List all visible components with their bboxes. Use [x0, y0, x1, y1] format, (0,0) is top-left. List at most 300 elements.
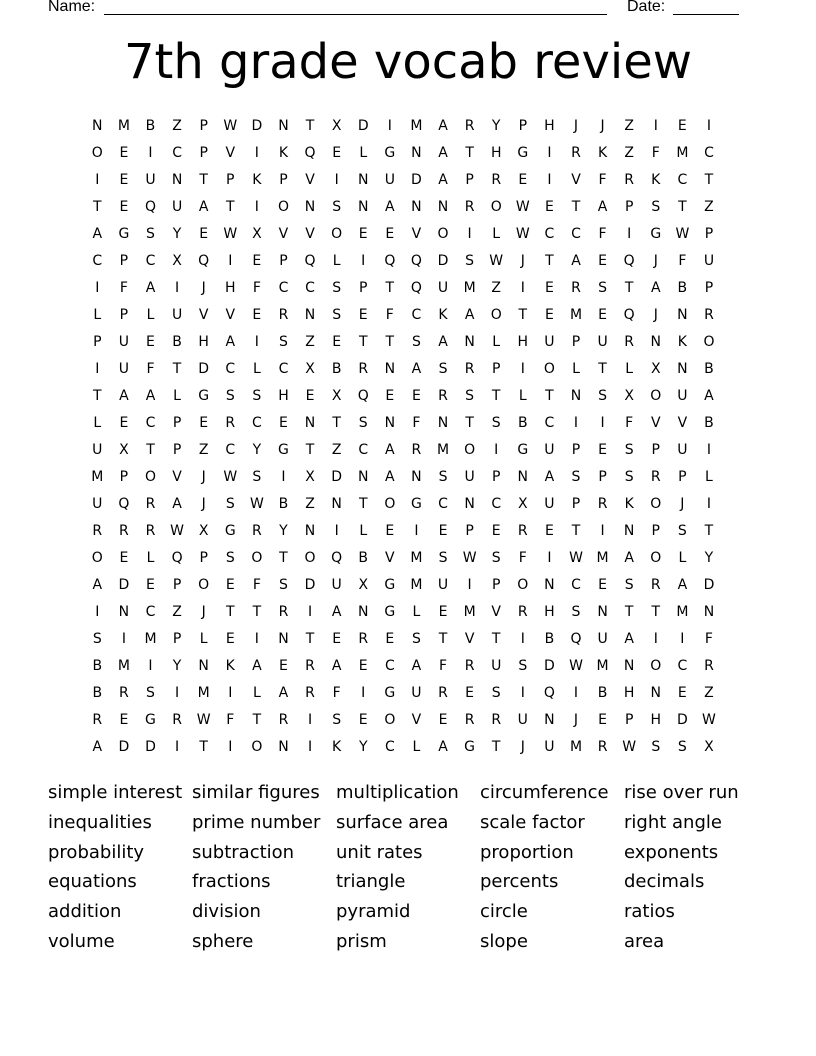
- grid-letter: O: [437, 225, 449, 242]
- grid-letter: B: [331, 360, 342, 377]
- grid-letter: O: [464, 441, 476, 458]
- grid-letter: J: [520, 738, 525, 755]
- grid-letter: W: [622, 738, 637, 755]
- grid-letter: U: [411, 684, 422, 701]
- grid-letter: B: [92, 657, 103, 674]
- grid-letter: W: [515, 198, 530, 215]
- grid-letter: R: [411, 441, 422, 458]
- grid-letter: T: [358, 333, 368, 350]
- grid-letter: A: [438, 144, 448, 161]
- grid-letter: N: [411, 468, 422, 485]
- grid-letter: E: [199, 225, 209, 242]
- grid-letter: P: [172, 414, 182, 431]
- grid-letter: S: [146, 684, 155, 701]
- grid-letter: I: [387, 117, 392, 134]
- grid-letter: I: [600, 522, 605, 539]
- grid-letter: X: [331, 387, 342, 404]
- grid-letter: Y: [279, 522, 288, 539]
- grid-letter: R: [624, 171, 635, 188]
- grid-letter: O: [277, 198, 289, 215]
- grid-letter: W: [223, 468, 238, 485]
- grid-letter: A: [704, 387, 714, 404]
- grid-letter: P: [279, 252, 288, 269]
- grid-letter: E: [225, 576, 235, 593]
- grid-letter: A: [438, 171, 448, 188]
- grid-letter: E: [119, 198, 129, 215]
- word-bank-item: decimals: [624, 871, 705, 893]
- grid-letter: A: [544, 468, 555, 485]
- grid-letter: U: [597, 630, 608, 647]
- grid-letter: H: [198, 333, 209, 350]
- grid-letter: A: [385, 198, 395, 215]
- grid-letter: U: [677, 387, 688, 404]
- grid-letter: R: [597, 738, 608, 755]
- grid-letter: W: [462, 549, 477, 566]
- grid-letter: T: [624, 279, 634, 296]
- grid-letter: Z: [491, 279, 501, 296]
- grid-letter: S: [677, 738, 687, 755]
- grid-letter: R: [624, 333, 635, 350]
- grid-letter: G: [384, 144, 396, 161]
- grid-letter: O: [384, 495, 396, 512]
- grid-letter: N: [623, 522, 635, 539]
- grid-letter: I: [547, 549, 552, 566]
- grid-letter: H: [225, 279, 236, 296]
- grid-letter: U: [464, 468, 475, 485]
- grid-letter: L: [492, 225, 501, 242]
- grid-letter: U: [92, 495, 103, 512]
- grid-letter: T: [93, 198, 102, 215]
- grid-letter: L: [492, 333, 501, 350]
- grid-letter: I: [467, 225, 472, 242]
- grid-letter: Q: [623, 306, 635, 323]
- grid-letter: I: [361, 684, 366, 701]
- grid-letter: I: [520, 360, 525, 377]
- grid-letter: I: [494, 441, 499, 458]
- grid-letter: I: [175, 684, 180, 701]
- grid-letter: C: [305, 279, 315, 296]
- grid-letter: I: [361, 252, 366, 269]
- grid-letter: X: [252, 225, 262, 242]
- grid-letter: G: [650, 225, 662, 242]
- grid-letter: L: [252, 360, 261, 377]
- grid-letter: P: [518, 117, 528, 134]
- grid-letter: F: [625, 414, 634, 431]
- grid-letter: T: [305, 117, 315, 134]
- grid-letter: P: [598, 468, 607, 485]
- grid-letter: T: [571, 198, 581, 215]
- grid-letter: V: [225, 144, 236, 161]
- grid-letter: M: [144, 630, 157, 647]
- grid-letter: S: [146, 225, 155, 242]
- grid-letter: J: [680, 495, 685, 512]
- grid-letter: U: [517, 711, 528, 728]
- grid-letter: G: [278, 441, 289, 458]
- grid-letter: S: [279, 333, 288, 350]
- grid-letter: X: [704, 738, 714, 755]
- grid-letter: R: [597, 495, 608, 512]
- grid-letter: E: [252, 306, 262, 323]
- grid-letter: Q: [543, 684, 555, 701]
- grid-letter: D: [676, 711, 688, 728]
- grid-letter: L: [359, 144, 368, 161]
- grid-row: [84, 247, 722, 274]
- grid-letter: P: [624, 198, 634, 215]
- grid-letter: X: [305, 360, 315, 377]
- grid-letter: J: [520, 252, 525, 269]
- grid-letter: U: [677, 441, 688, 458]
- grid-letter: S: [332, 306, 342, 323]
- word-bank-item: circumference: [480, 782, 609, 803]
- grid-letter: M: [596, 549, 609, 566]
- grid-letter: A: [198, 198, 209, 215]
- grid-letter: R: [491, 171, 502, 188]
- grid-letter: E: [305, 387, 315, 404]
- grid-letter: E: [411, 387, 421, 404]
- grid-letter: T: [252, 603, 262, 620]
- grid-letter: C: [92, 252, 103, 269]
- word-bank-item: volume: [48, 930, 115, 952]
- grid-letter: P: [465, 171, 474, 188]
- grid-letter: W: [223, 225, 238, 242]
- grid-letter: M: [569, 306, 583, 323]
- grid-letter: P: [119, 252, 129, 269]
- word-bank-item: similar figures: [192, 782, 320, 803]
- grid-letter: A: [385, 441, 395, 458]
- grid-letter: E: [677, 684, 687, 701]
- grid-letter: B: [92, 684, 103, 701]
- grid-letter: T: [598, 360, 607, 377]
- grid-letter: E: [225, 630, 235, 647]
- grid-letter: L: [199, 630, 208, 647]
- grid-row: [84, 679, 722, 706]
- grid-letter: R: [92, 711, 103, 728]
- grid-letter: E: [438, 522, 448, 539]
- grid-row: [84, 328, 722, 355]
- grid-letter: B: [704, 414, 714, 431]
- grid-letter: A: [145, 387, 156, 404]
- grid-letter: B: [278, 495, 289, 512]
- grid-letter: O: [384, 711, 396, 728]
- grid-letter: E: [385, 225, 395, 242]
- grid-letter: P: [226, 171, 235, 188]
- grid-letter: E: [358, 306, 368, 323]
- grid-letter: A: [172, 495, 182, 512]
- grid-letter: N: [357, 198, 369, 215]
- grid-letter: M: [410, 117, 423, 134]
- word-bank-item: percents: [480, 871, 559, 893]
- grid-letter: H: [544, 603, 555, 620]
- grid-letter: A: [438, 738, 448, 755]
- grid-letter: G: [517, 441, 529, 458]
- grid-letter: I: [175, 279, 180, 296]
- word-bank: [48, 778, 768, 957]
- grid-letter: A: [119, 387, 129, 404]
- grid-letter: H: [278, 387, 289, 404]
- grid-letter: Y: [172, 657, 182, 674]
- grid-row: [84, 139, 722, 166]
- grid-letter: U: [118, 333, 130, 350]
- grid-letter: V: [677, 414, 688, 431]
- grid-letter: N: [437, 198, 449, 215]
- grid-letter: R: [464, 711, 475, 728]
- grid-letter: R: [358, 630, 369, 647]
- grid-letter: H: [490, 144, 502, 161]
- grid-letter: A: [438, 117, 448, 134]
- word-bank-item: triangle: [336, 871, 406, 893]
- grid-letter: Q: [357, 387, 369, 404]
- grid-letter: N: [304, 414, 316, 431]
- grid-row: [84, 517, 722, 544]
- grid-letter: D: [118, 738, 130, 755]
- grid-letter: I: [573, 684, 579, 701]
- word-bank-item: slope: [480, 930, 528, 952]
- grid-letter: E: [146, 333, 155, 350]
- grid-letter: I: [520, 279, 525, 296]
- grid-row: [84, 706, 722, 733]
- grid-letter: A: [331, 603, 342, 620]
- grid-letter: Z: [331, 441, 342, 458]
- grid-letter: E: [119, 144, 129, 161]
- grid-letter: V: [650, 414, 661, 431]
- grid-row: [84, 463, 722, 490]
- word-bank-item: fractions: [192, 871, 271, 893]
- grid-letter: X: [331, 117, 342, 134]
- grid-letter: G: [464, 738, 476, 755]
- grid-letter: W: [515, 225, 530, 242]
- grid-letter: U: [544, 738, 555, 755]
- grid-letter: N: [544, 711, 555, 728]
- grid-letter: E: [332, 144, 342, 161]
- grid-letter: A: [411, 360, 422, 377]
- grid-letter: N: [623, 657, 635, 674]
- grid-letter: Q: [171, 549, 183, 566]
- grid-letter: I: [307, 738, 313, 755]
- grid-letter: F: [332, 684, 341, 701]
- grid-letter: T: [465, 144, 474, 161]
- grid-letter: J: [201, 495, 206, 512]
- grid-letter: S: [465, 387, 475, 404]
- grid-letter: S: [624, 576, 634, 593]
- grid-letter: O: [490, 306, 502, 323]
- grid-letter: Y: [252, 441, 262, 458]
- grid-letter: I: [600, 414, 605, 431]
- grid-letter: Z: [172, 117, 182, 134]
- grid-letter: N: [198, 657, 209, 674]
- grid-letter: M: [596, 657, 609, 674]
- grid-letter: P: [704, 225, 714, 242]
- grid-letter: E: [598, 252, 607, 269]
- grid-letter: N: [570, 387, 582, 404]
- grid-letter: X: [624, 387, 634, 404]
- grid-letter: T: [332, 414, 341, 431]
- grid-letter: X: [172, 252, 182, 269]
- grid-letter: Q: [384, 252, 396, 269]
- grid-letter: F: [438, 657, 448, 674]
- grid-letter: R: [92, 522, 103, 539]
- grid-letter: R: [517, 522, 528, 539]
- grid-letter: W: [196, 711, 211, 728]
- grid-letter: T: [252, 711, 262, 728]
- grid-letter: U: [437, 576, 449, 593]
- grid-letter: N: [384, 360, 396, 377]
- grid-letter: E: [332, 333, 342, 350]
- grid-letter: B: [597, 684, 608, 701]
- grid-letter: N: [384, 414, 396, 431]
- grid-letter: P: [172, 630, 182, 647]
- grid-letter: E: [598, 711, 607, 728]
- grid-letter: W: [170, 522, 184, 539]
- grid-letter: K: [225, 657, 235, 674]
- word-bank-item: subtraction: [192, 841, 295, 863]
- grid-letter: R: [438, 684, 448, 701]
- grid-letter: T: [172, 360, 182, 377]
- grid-letter: C: [571, 225, 581, 242]
- grid-letter: T: [93, 387, 102, 404]
- grid-letter: D: [118, 576, 130, 593]
- grid-letter: S: [332, 279, 342, 296]
- grid-row: [84, 274, 722, 301]
- grid-letter: S: [252, 468, 262, 485]
- grid-letter: O: [198, 576, 210, 593]
- grid-letter: I: [334, 171, 339, 188]
- grid-letter: K: [438, 306, 448, 323]
- word-bank-item: proportion: [480, 841, 574, 863]
- grid-letter: Q: [410, 279, 422, 296]
- grid-letter: G: [410, 495, 422, 512]
- grid-letter: R: [464, 657, 475, 674]
- grid-letter: E: [544, 279, 554, 296]
- grid-letter: F: [252, 576, 261, 593]
- grid-letter: F: [412, 414, 421, 431]
- grid-letter: X: [119, 441, 129, 458]
- grid-letter: N: [278, 738, 289, 755]
- grid-letter: E: [358, 657, 368, 674]
- word-bank-item: multiplication: [336, 782, 459, 803]
- grid-letter: C: [438, 495, 448, 512]
- grid-letter: T: [678, 198, 687, 215]
- grid-letter: D: [357, 117, 369, 134]
- grid-letter: B: [704, 360, 714, 377]
- grid-letter: R: [119, 684, 129, 701]
- grid-letter: E: [146, 576, 155, 593]
- grid-letter: A: [571, 252, 581, 269]
- grid-row: [84, 409, 722, 436]
- grid-letter: I: [520, 630, 525, 647]
- grid-letter: N: [411, 144, 422, 161]
- grid-letter: R: [145, 522, 156, 539]
- grid-letter: A: [145, 279, 156, 296]
- grid-letter: A: [624, 549, 634, 566]
- grid-letter: E: [199, 414, 209, 431]
- grid-row: [84, 544, 722, 571]
- grid-letter: S: [411, 630, 421, 647]
- grid-row: [84, 652, 722, 679]
- grid-letter: E: [119, 414, 129, 431]
- grid-letter: E: [438, 711, 448, 728]
- grid-letter: Q: [331, 549, 343, 566]
- grid-letter: G: [384, 684, 396, 701]
- grid-letter: D: [145, 738, 156, 755]
- grid-letter: I: [706, 117, 712, 134]
- grid-letter: Y: [704, 549, 714, 566]
- grid-letter: R: [464, 117, 475, 134]
- grid-letter: S: [651, 738, 661, 755]
- grid-letter: Y: [172, 225, 182, 242]
- grid-letter: E: [385, 630, 395, 647]
- grid-letter: L: [359, 522, 368, 539]
- grid-letter: S: [411, 333, 421, 350]
- grid-letter: G: [384, 576, 396, 593]
- grid-letter: I: [520, 684, 525, 701]
- grid-letter: G: [517, 144, 529, 161]
- grid-row: [84, 490, 722, 517]
- grid-letter: T: [199, 171, 208, 188]
- grid-letter: O: [650, 549, 662, 566]
- grid-letter: O: [650, 387, 662, 404]
- grid-letter: B: [358, 549, 369, 566]
- grid-letter: Z: [198, 441, 209, 458]
- grid-letter: P: [172, 441, 182, 458]
- grid-letter: R: [464, 198, 475, 215]
- grid-letter: A: [225, 333, 236, 350]
- grid-letter: R: [278, 603, 289, 620]
- grid-letter: T: [704, 171, 714, 188]
- grid-letter: T: [358, 495, 368, 512]
- word-bank-item: simple interest: [48, 782, 183, 803]
- word-bank-item: prime number: [192, 811, 321, 833]
- grid-letter: V: [491, 603, 501, 620]
- grid-letter: A: [650, 279, 661, 296]
- grid-letter: I: [680, 630, 685, 647]
- grid-letter: E: [598, 306, 607, 323]
- grid-row: [84, 436, 722, 463]
- grid-letter: G: [198, 387, 210, 404]
- grid-letter: O: [490, 198, 502, 215]
- grid-letter: C: [172, 144, 182, 161]
- grid-letter: I: [254, 630, 259, 647]
- grid-letter: E: [119, 549, 129, 566]
- grid-letter: T: [651, 603, 661, 620]
- grid-letter: F: [146, 360, 155, 377]
- grid-letter: P: [199, 117, 208, 134]
- grid-letter: T: [704, 522, 714, 539]
- grid-letter: M: [569, 738, 583, 755]
- grid-letter: F: [651, 144, 660, 161]
- grid-letter: L: [146, 549, 155, 566]
- grid-letter: N: [650, 333, 661, 350]
- grid-letter: P: [571, 495, 581, 512]
- grid-letter: C: [491, 495, 502, 512]
- grid-letter: V: [571, 171, 581, 188]
- grid-letter: T: [545, 252, 554, 269]
- word-bank-item: pyramid: [336, 901, 411, 923]
- grid-row: [84, 571, 722, 598]
- grid-letter: F: [252, 279, 261, 296]
- grid-letter: K: [651, 171, 661, 188]
- grid-letter: E: [598, 576, 607, 593]
- grid-letter: F: [678, 252, 687, 269]
- word-bank-item: exponents: [624, 841, 719, 863]
- grid-letter: P: [491, 576, 501, 593]
- grid-letter: X: [305, 468, 315, 485]
- grid-letter: H: [650, 711, 662, 728]
- grid-letter: M: [463, 603, 476, 620]
- grid-letter: A: [92, 738, 103, 755]
- grid-letter: S: [491, 549, 501, 566]
- grid-letter: L: [173, 387, 181, 404]
- grid-letter: M: [91, 468, 104, 485]
